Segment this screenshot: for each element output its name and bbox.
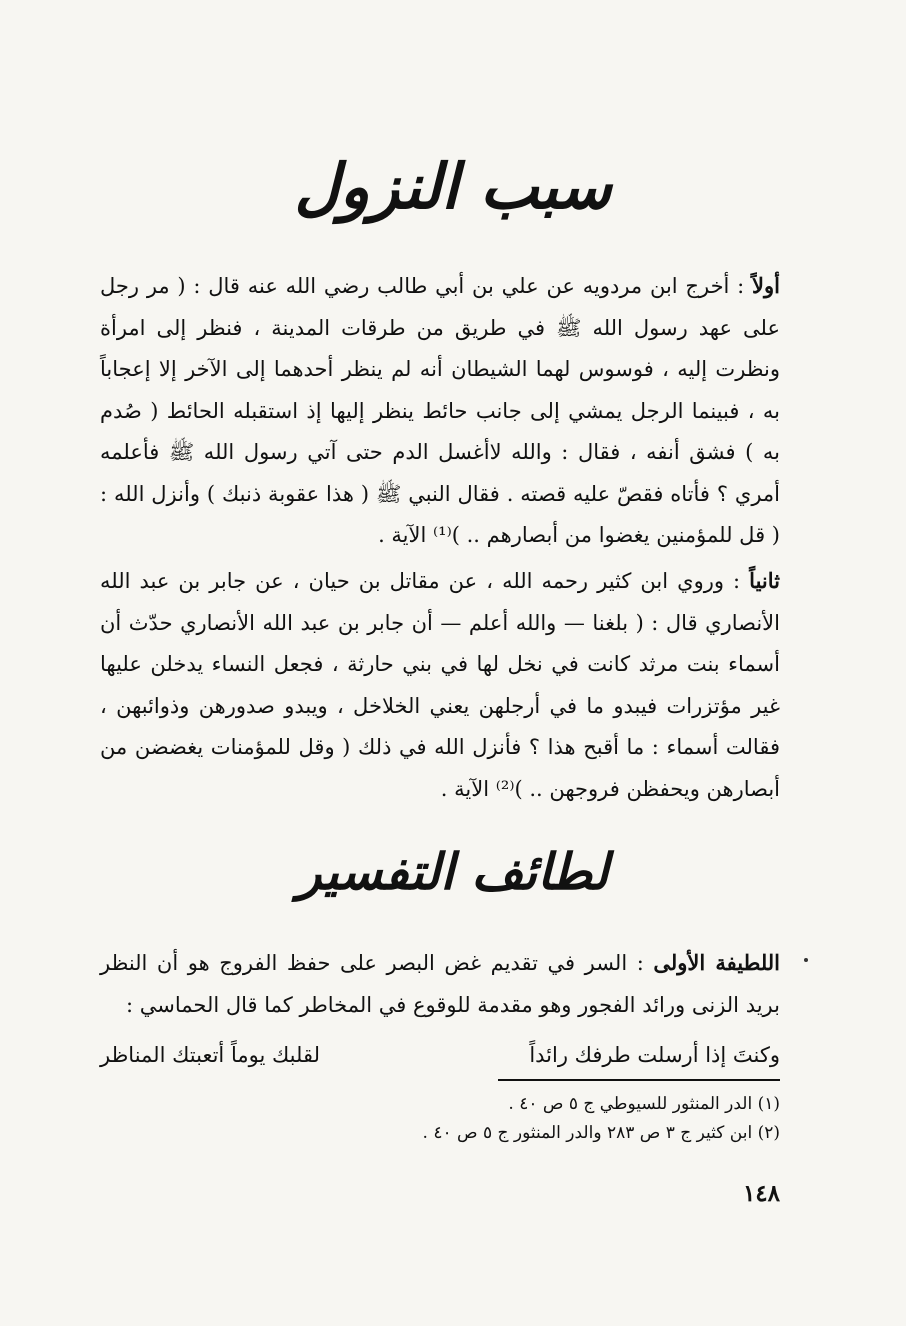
paragraph-second-narration — [100, 560, 780, 810]
footnote-divider — [498, 1079, 780, 1081]
page-number: ١٤٨ — [742, 1180, 780, 1207]
margin-mark — [804, 958, 808, 962]
paragraph-lead: ثانياً — [749, 568, 780, 593]
paragraph-first-subtlety — [100, 942, 780, 1026]
footnote-2: (٢) ابن كثير ج ٣ ص ٢٨٣ والدر المنثور ج ٥ ص ٤٠ . — [422, 1123, 780, 1143]
footnotes — [200, 1090, 780, 1148]
verse-second-hemistich: لقلبك يوماً أتعبتك المناظر — [100, 1043, 320, 1067]
paragraph-text: : السر في تقديم غض البصر على حفظ الفروج هو أن النظر بريد الزنى ورائد الفجور وهو مقدمة للوقوع في المخاطر كما قال الحماسي : — [100, 951, 780, 1017]
paragraph-first-narration — [100, 265, 780, 557]
footnote-1: (١) الدر المنثور للسيوطي ج ٥ ص ٤٠ . — [508, 1094, 780, 1114]
paragraph-text: : أخرج ابن مردويه عن علي بن أبي طالب رضي الله عنه قال : ( مر رجل على عهد رسول الله ﷺ في طريق من طرقات المدينة ، فنظر إلى امرأة ونظرت إليه ، فوسوس لهما الشيطان أنه لم ينظر أحدهما إلى الآخر إلا إعجاباً به ، فبينما الرجل يمشي إلى جانب حائط ينظر إليها إذ استقبله الحائط ( صُدم به ) فشق أنفه ، فقال : والله لاأغسل الدم حتى آتي رسول الله ﷺ فأعلمه أمري ؟ فأتاه فقصّ عليه قصته . فقال النبي ﷺ ( هذا عقوبة ذنبك ) وأنزل الله : ( قل للمؤمنين يغضوا من أبصارهم .. )⁽¹⁾ الآية . — [100, 274, 780, 547]
section-heading-reason: سبب النزول — [294, 150, 612, 223]
verse-first-hemistich: وكنتَ إذا أرسلت طرفك رائداً — [529, 1043, 780, 1067]
paragraph-text: : وروي ابن كثير رحمه الله ، عن مقاتل بن حيان ، عن جابر بن عبد الله الأنصاري قال : ( بلغنا — والله أعلم — أن جابر بن عبد الله الأنصاري حدّث أن أسماء بنت مرثد كانت في نخل لها في بني حارثة ، فجعل النساء يدخلن عليها غير مؤتزرات فيبدو ما في أرجلهن يعني الخلاخل ، ويبدو صدورهن وذوائبهن ، فقالت أسماء : ما أقبح هذا ؟ فأنزل الله في ذلك ( وقل للمؤمنات يغضضن من أبصارهن ويحفظن فروجهن .. )⁽²⁾ الآية . — [100, 569, 780, 801]
paragraph-lead: أولاً — [752, 273, 780, 298]
paragraph-lead: اللطيفة الأولى — [653, 950, 781, 975]
section-heading-subtleties: لطائف التفسير — [297, 842, 609, 901]
poetry-verse — [100, 1037, 780, 1073]
